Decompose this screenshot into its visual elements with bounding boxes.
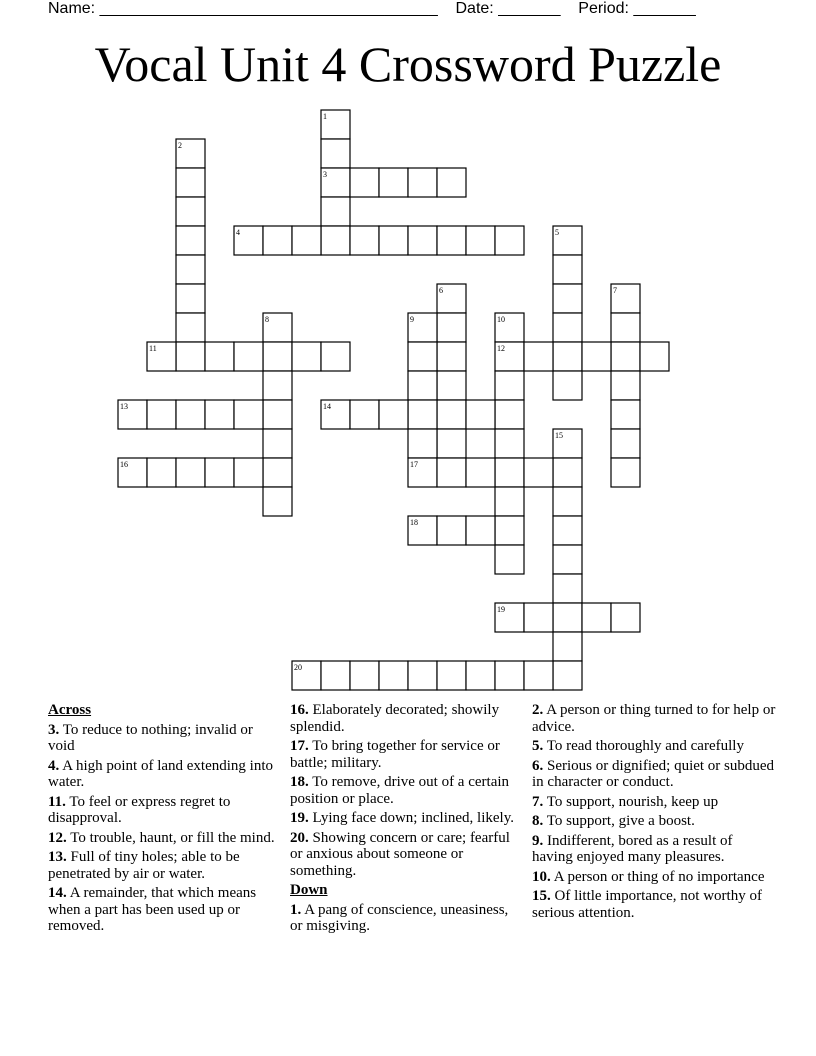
down-heading: Down: [290, 882, 328, 898]
grid-cell[interactable]: [263, 226, 292, 255]
cell-number: 10: [497, 315, 505, 324]
grid-cell[interactable]: [205, 342, 234, 371]
cell-number: 5: [555, 228, 559, 237]
grid-cell[interactable]: [553, 603, 582, 632]
grid-cell[interactable]: [321, 226, 350, 255]
grid-cell[interactable]: [495, 458, 524, 487]
clue-across-14: 14. A remainder, that which means when a part has been used up or removed.: [48, 885, 257, 934]
grid-cell[interactable]: [611, 458, 640, 487]
cell-number: 4: [236, 228, 240, 237]
grid-cell[interactable]: [495, 545, 524, 574]
grid-cell[interactable]: [582, 603, 611, 632]
grid-cell[interactable]: [176, 226, 205, 255]
grid-cell[interactable]: [495, 516, 524, 545]
clue-across-13: 13. Full of tiny holes; able to be penetrated by air or water.: [48, 849, 240, 882]
clue-across-20: 20. Showing concern or care; fearful or anxious about someone or something.: [290, 829, 510, 879]
grid-cell[interactable]: [495, 400, 524, 429]
grid-cell[interactable]: [524, 342, 553, 371]
clue-across-12: 12. To trouble, haunt, or fill the mind.: [48, 829, 275, 846]
grid-cell[interactable]: [321, 342, 350, 371]
grid-cell[interactable]: [176, 197, 205, 226]
cell-number: 3: [323, 170, 327, 179]
grid-cell[interactable]: [234, 342, 263, 371]
grid-cell[interactable]: [553, 458, 582, 487]
grid-cell[interactable]: [408, 429, 437, 458]
name-label: Name:: [48, 0, 96, 17]
cell-number: 6: [439, 286, 443, 295]
cell-number: 14: [323, 402, 331, 411]
cell-number: 15: [555, 431, 563, 440]
period-label: Period:: [578, 0, 629, 17]
cell-number: 16: [120, 460, 128, 469]
grid-cell[interactable]: [234, 400, 263, 429]
cell-number: 19: [497, 605, 505, 614]
grid-cell[interactable]: [553, 516, 582, 545]
clue-down-7: 7. To support, nourish, keep up: [532, 793, 719, 810]
grid-cell[interactable]: [611, 429, 640, 458]
date-label: Date:: [455, 0, 494, 17]
grid-cell[interactable]: [524, 458, 553, 487]
grid-cell[interactable]: [437, 661, 466, 690]
grid-cell[interactable]: [205, 458, 234, 487]
grid-cell[interactable]: [495, 371, 524, 400]
grid-cell[interactable]: [466, 661, 495, 690]
grid-cell[interactable]: [437, 168, 466, 197]
grid-cell[interactable]: [350, 400, 379, 429]
cell-number: 18: [410, 518, 418, 527]
grid-cell[interactable]: [524, 661, 553, 690]
grid-cell[interactable]: [553, 545, 582, 574]
clue-across-16: 16. Elaborately decorated; showily splendid.: [290, 702, 500, 735]
grid-cell[interactable]: [205, 400, 234, 429]
clue-down-6: 6. Serious or dignified; quiet or subdued in character or conduct.: [532, 757, 775, 790]
date-blank[interactable]: _______: [498, 0, 561, 17]
grid-cell[interactable]: [292, 342, 321, 371]
grid-cell[interactable]: [611, 313, 640, 342]
grid-cell[interactable]: [437, 400, 466, 429]
grid-cell[interactable]: [234, 458, 263, 487]
clues-column-1: [48, 702, 278, 938]
clue-across-17: 17. To bring together for service or battle; military.: [290, 738, 500, 771]
grid-cell[interactable]: [408, 371, 437, 400]
clue-across-19: 19. Lying face down; inclined, likely.: [290, 810, 514, 826]
cell-number: 9: [410, 315, 414, 324]
cell-number: 11: [149, 344, 157, 353]
page-title: Vocal Unit 4 Crossword Puzzle: [94, 36, 722, 92]
grid-cell[interactable]: [263, 400, 292, 429]
grid-cell[interactable]: [640, 342, 669, 371]
grid-cell[interactable]: [466, 226, 495, 255]
grid-cell[interactable]: [408, 661, 437, 690]
grid-cell[interactable]: [379, 226, 408, 255]
grid-cell[interactable]: [408, 342, 437, 371]
cell-number: 12: [497, 344, 505, 353]
cell-number: 8: [265, 315, 269, 324]
clue-down-5: 5. To read thoroughly and carefully: [532, 738, 744, 754]
grid-cell[interactable]: [611, 371, 640, 400]
clue-down-15: 15. Of little importance, not worthy of serious attention.: [532, 888, 762, 921]
grid-cell[interactable]: [408, 400, 437, 429]
grid-cell[interactable]: [495, 661, 524, 690]
grid-cell[interactable]: [553, 632, 582, 661]
grid-cell[interactable]: [553, 574, 582, 603]
clue-across-11: 11. To feel or express regret to disapproval.: [48, 793, 231, 826]
grid-cell[interactable]: [437, 458, 466, 487]
grid-cell[interactable]: [321, 139, 350, 168]
grid-cell[interactable]: [408, 168, 437, 197]
grid-cell[interactable]: [611, 400, 640, 429]
grid-cell[interactable]: [350, 661, 379, 690]
grid-cell[interactable]: [611, 603, 640, 632]
clue-down-10: 10. A person or thing of no importance: [532, 868, 765, 885]
grid-cell[interactable]: [611, 342, 640, 371]
grid-cell[interactable]: [176, 168, 205, 197]
grid-cell[interactable]: [553, 255, 582, 284]
grid-cell[interactable]: [553, 313, 582, 342]
clue-down-2: 2. A person or thing turned to for help or advice.: [532, 702, 776, 735]
grid-cell[interactable]: [176, 284, 205, 313]
grid-cell[interactable]: [524, 603, 553, 632]
cell-number: 1: [323, 112, 327, 121]
grid-cell[interactable]: [553, 661, 582, 690]
grid-cell[interactable]: [495, 429, 524, 458]
grid-cell[interactable]: [437, 516, 466, 545]
clue-down-1: 1. A pang of conscience, uneasiness, or misgiving.: [290, 901, 509, 934]
grid-cell[interactable]: [176, 255, 205, 284]
grid-cell[interactable]: [437, 429, 466, 458]
grid-cell[interactable]: [176, 458, 205, 487]
cell-number: 20: [294, 663, 302, 672]
grid-cell[interactable]: [495, 226, 524, 255]
grid-cell[interactable]: [408, 226, 437, 255]
grid-cell[interactable]: [263, 458, 292, 487]
clue-down-8: 8. To support, give a boost.: [532, 813, 695, 829]
grid-cell[interactable]: [176, 313, 205, 342]
grid-cell[interactable]: [379, 168, 408, 197]
grid-cell[interactable]: [321, 661, 350, 690]
grid-cell[interactable]: [147, 458, 176, 487]
grid-cell[interactable]: [379, 400, 408, 429]
grid-cell[interactable]: [437, 342, 466, 371]
grid-cell[interactable]: [466, 458, 495, 487]
grid-cell[interactable]: [466, 516, 495, 545]
grid-cell[interactable]: [176, 400, 205, 429]
clues-column-3: [532, 702, 777, 924]
grid-cell[interactable]: [176, 342, 205, 371]
cell-number: 2: [178, 141, 182, 150]
grid-cell[interactable]: [437, 226, 466, 255]
grid-cell[interactable]: [350, 168, 379, 197]
grid-cell[interactable]: [350, 226, 379, 255]
grid-cell[interactable]: [147, 400, 176, 429]
grid-cell[interactable]: [437, 371, 466, 400]
grid-cell[interactable]: [553, 371, 582, 400]
name-blank[interactable]: ______________________________________: [99, 0, 438, 17]
grid-cell[interactable]: [263, 371, 292, 400]
clues-column-2: [290, 702, 520, 938]
cell-number: 13: [120, 402, 128, 411]
grid-cell[interactable]: [379, 661, 408, 690]
clue-down-9: 9. Indifferent, bored as a result of having enjoyed many pleasures.: [532, 832, 733, 865]
grid-cell[interactable]: [292, 226, 321, 255]
grid-cell[interactable]: [582, 342, 611, 371]
clue-across-3: 3. To reduce to nothing; invalid or void: [48, 721, 253, 754]
grid-cell[interactable]: [553, 284, 582, 313]
grid-cell[interactable]: [263, 487, 292, 516]
grid-cell[interactable]: [321, 197, 350, 226]
grid-cell[interactable]: [263, 342, 292, 371]
across-heading: Across: [48, 702, 92, 718]
grid-cell[interactable]: [553, 342, 582, 371]
clue-across-4: 4. A high point of land extending into water.: [48, 757, 274, 790]
cell-number: 7: [613, 286, 617, 295]
cell-number: 17: [410, 460, 418, 469]
clue-across-18: 18. To remove, drive out of a certain position or place.: [290, 774, 510, 807]
grid-cell[interactable]: [263, 429, 292, 458]
grid-cell[interactable]: [553, 487, 582, 516]
grid-cell[interactable]: [495, 487, 524, 516]
grid-cell[interactable]: [466, 400, 495, 429]
grid-cell[interactable]: [437, 313, 466, 342]
period-blank[interactable]: _______: [633, 0, 696, 17]
